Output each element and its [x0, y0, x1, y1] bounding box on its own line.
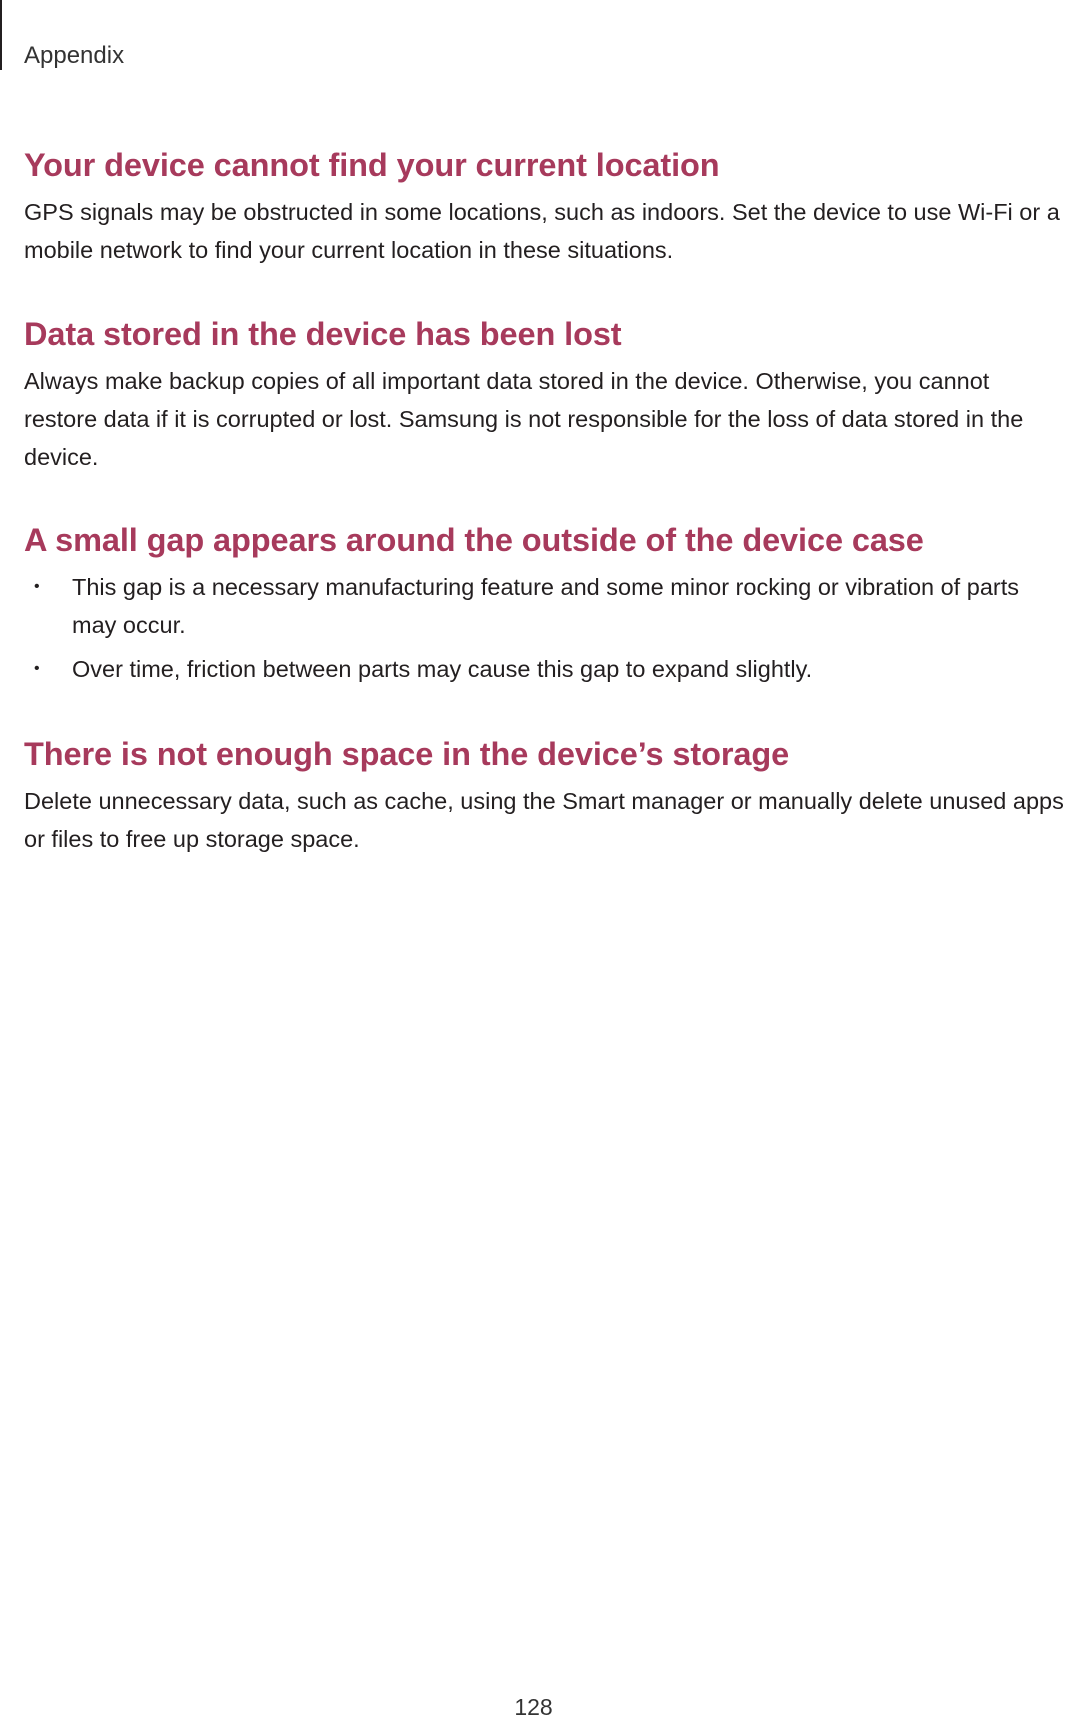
list-item-text: This gap is a necessary manufacturing feature and some minor rocking or vibration of parts may occur.: [72, 574, 1019, 638]
section-case-gap: [24, 520, 1064, 688]
running-header: Appendix: [24, 42, 125, 69]
section-heading: Your device cannot find your current location: [24, 147, 720, 183]
list-item-text: Over time, friction between parts may cause this gap to expand slightly.: [72, 656, 813, 682]
bullet-icon: •: [34, 660, 40, 677]
section-body: GPS signals may be obstructed in some locations, such as indoors. Set the device to use Wi-Fi or a mobile network to find your current location in these situations.: [24, 199, 1060, 263]
section-heading: There is not enough space in the device’s storage: [24, 736, 790, 772]
section-location: [24, 145, 1064, 269]
section-body: Always make backup copies of all important data stored in the device. Otherwise, you cannot restore data if it is corrupted or lost. Samsung is not responsible for the loss of data stored in the device.: [24, 368, 1024, 470]
header-rule: [0, 0, 2, 70]
bullet-list: [24, 568, 1064, 688]
list-item: [24, 568, 1064, 644]
bullet-icon: •: [34, 578, 40, 595]
section-storage: [24, 734, 1064, 858]
list-item: [24, 650, 1064, 688]
section-data-lost: [24, 314, 1064, 476]
section-heading: Data stored in the device has been lost: [24, 316, 622, 352]
page-number: 128: [514, 1694, 553, 1720]
section-body: Delete unnecessary data, such as cache, using the Smart manager or manually delete unused apps or files to free up storage space.: [24, 788, 1064, 852]
section-heading: A small gap appears around the outside of the device case: [24, 522, 924, 558]
page-content: [24, 145, 1064, 858]
